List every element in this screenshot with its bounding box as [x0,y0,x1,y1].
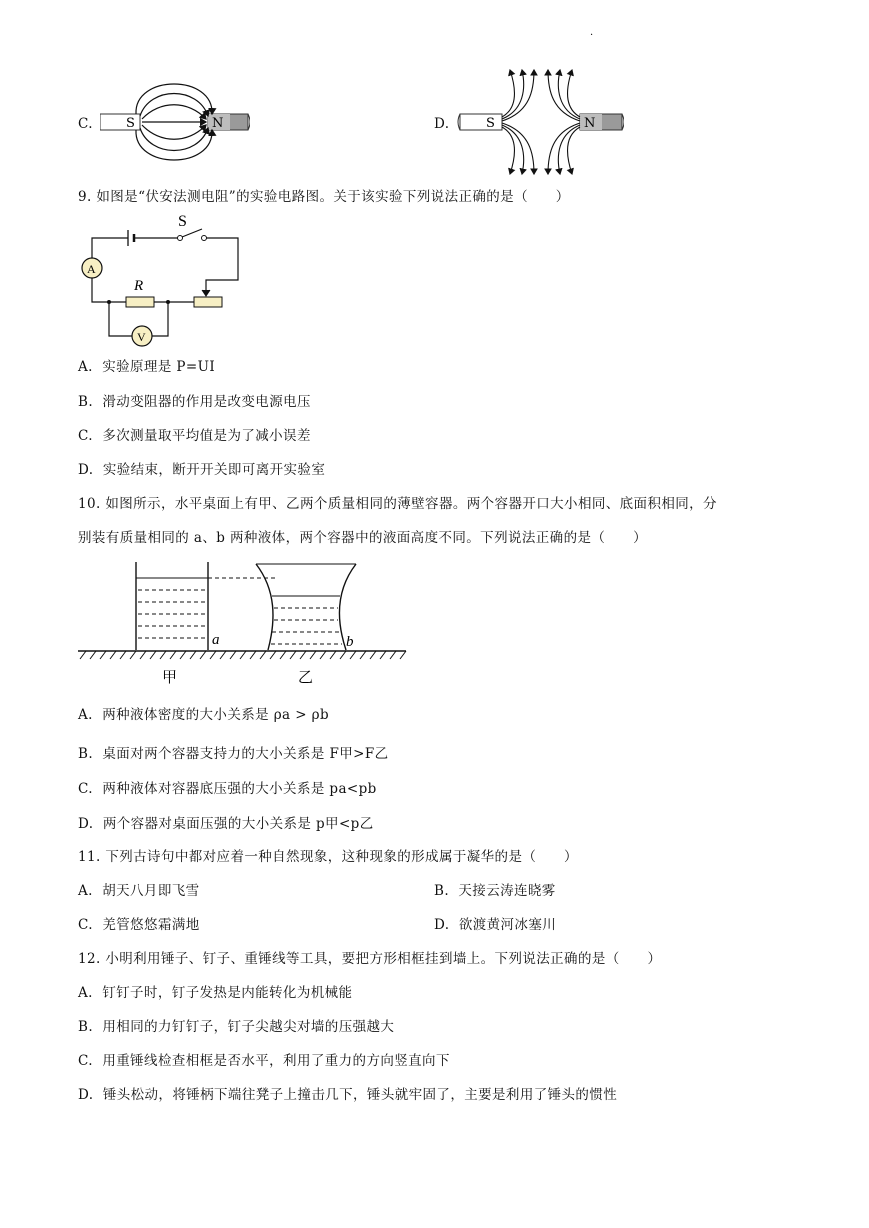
q12-option-c: C. 用重锤线检查相框是否水平，利用了重力的方向竖直向下 [78,1053,450,1069]
voltmeter-label: V [137,330,146,344]
q8-figure-c [100,72,250,176]
magnet-s-label-c: S [126,116,135,131]
label-yi: 乙 [298,668,314,686]
label-a: a [212,632,220,648]
q9-option-d: D. 实验结束，断开开关即可离开实验室 [78,462,326,478]
q12-option-d: D. 锤头松动，将锤柄下端往凳子上撞击几下，锤头就牢固了，主要是利用了锤头的惯性 [78,1087,618,1103]
ammeter-label: A [87,262,96,276]
resistor-label: R [134,278,144,294]
q11-stem: 11. 下列古诗句中都对应着一种自然现象，这种现象的形成属于凝华的是（ ） [78,849,578,865]
q9-option-b: B. 滑动变阻器的作用是改变电源电压 [78,394,311,410]
magnet-n-label-c: N [212,116,224,131]
q12-stem: 12. 小明利用锤子、钉子、重锤线等工具，要把方形相框挂到墙上。下列说法正确的是（ ） [78,951,662,967]
q11-option-c: C. 羌管悠悠霜满地 [78,917,200,933]
label-b: b [346,634,354,650]
q9-option-a: A. 实验原理是 P=UI [78,359,216,375]
switch-label: S [178,213,187,230]
page-dot: · [590,30,594,41]
q9-option-c: C. 多次测量取平均值是为了减小误差 [78,428,311,444]
q10-option-c: C. 两种液体对容器底压强的大小关系是 pa<pb [78,781,377,797]
q10-containers-diagram [76,560,408,688]
q9-circuit-diagram [76,210,246,350]
q8-figure-d [456,68,624,178]
q11-option-a: A. 胡天八月即飞雪 [78,883,200,899]
q10-option-a: A. 两种液体密度的大小关系是 ρa > ρb [78,707,329,723]
q11-option-d: D. 欲渡黄河冰塞川 [434,917,557,933]
q10-option-d: D. 两个容器对桌面压强的大小关系是 p甲<p乙 [78,816,374,832]
magnet-s-label-d: S [486,116,495,131]
q11-option-b: B. 天接云涛连晓雾 [434,883,556,899]
q12-option-a: A. 钉钉子时，钉子发热是内能转化为机械能 [78,985,353,1001]
q8-option-d-label: D. [434,116,450,132]
q9-stem: 9. 如图是“伏安法测电阻”的实验电路图。关于该实验下列说法正确的是（ ） [78,189,570,205]
label-jia: 甲 [162,668,178,686]
q10-stem-line2: 别装有质量相同的 a、b 两种液体，两个容器中的液面高度不同。下列说法正确的是（ ） [78,530,647,546]
q12-option-b: B. 用相同的力钉钉子，钉子尖越尖对墙的压强越大 [78,1019,395,1035]
q10-option-b: B. 桌面对两个容器支持力的大小关系是 F甲>F乙 [78,746,389,762]
magnet-n-label-d: N [584,116,596,131]
q10-stem-line1: 10. 如图所示，水平桌面上有甲、乙两个质量相同的薄壁容器。两个容器开口大小相同、底面积相同，分 [78,496,717,512]
q8-option-c-label: C. [78,116,93,132]
